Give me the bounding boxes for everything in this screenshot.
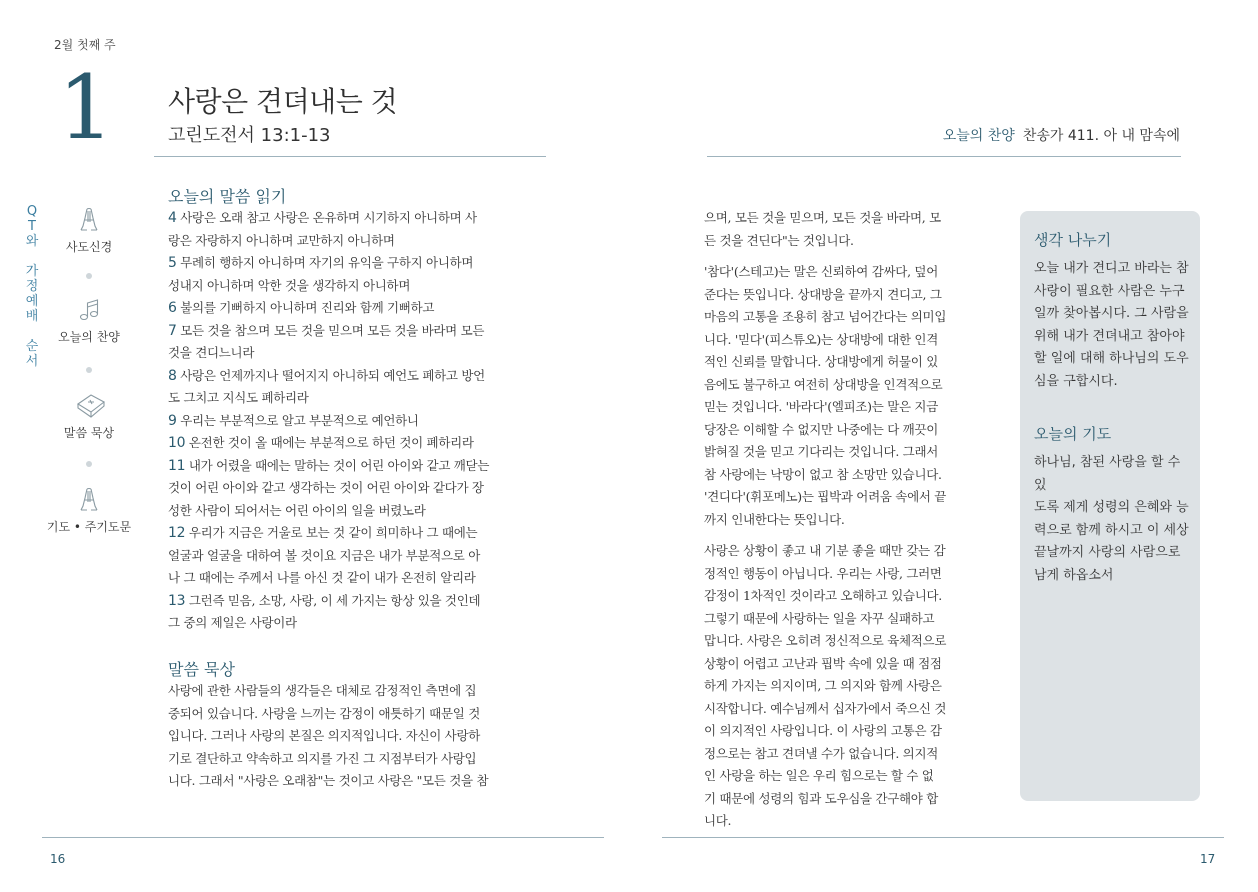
share-text: 오늘 내가 견디고 바라는 참 사랑이 필요한 사람은 누구 일까 찾아봅시다. 그 사람을 위해 내가 견뎌내고 참아야 할 일에 대해 하나님의 도우 심을 구합시다. [1034, 261, 1189, 389]
meditation-text: 사랑에 관한 사람들의 생각들은 대체로 감정적인 측면에 집 중되어 있습니다. 사랑을 느끼는 감정이 애틋하기 때문일 것 입니다. 그러나 사랑의 본질은 의지적입니다. 자신이 사랑하 기로 결단하고 약속하고 의지를 가진 그 지점부터가 사랑입 니다. 그래서 "사랑은 오래참"는 것이고 사랑은 "모든 것을 참 [168, 683, 489, 788]
header-divider [154, 156, 546, 157]
verse-9: 9 우리는 부분적으로 알고 부분적으로 예언하니 [168, 412, 419, 429]
scripture-passage: 고린도전서 13:1-13 [168, 125, 331, 146]
separator-dot [86, 461, 92, 467]
praying-hands-icon [75, 206, 103, 234]
sidebar-item-label: 오늘의 찬양 [58, 330, 120, 344]
reading-heading: 오늘의 말씀 읽기 [168, 187, 287, 206]
reading-verses [168, 207, 558, 635]
separator-dot [86, 273, 92, 279]
commentary-paragraph: 사랑은 상황이 좋고 내 기분 좋을 때만 갖는 감 정적인 행동이 아닙니다. 우리는 사랑, 그러면 감정이 1차적인 것이라고 오해하고 있습니다. 그렇기 때문에 사랑하는 일을 자꾸 실패하고 맙니다. 사랑은 오히려 정신적으로 육체적으로 상황이 어렵고 고난과 핍박 속에 있을 때 점점 하게 가지는 의지이며, 그 의지와 함께 사랑은 시작합니다. 예수님께서 십자가에서 죽으신 것 이 의지적인 사랑입니다. 이 사랑의 고통은 감 정으로는 참고 견뎌낼 수가 없습니다. 의지적 인 사랑을 하는 일은 우리 힘으로는 할 수 없 기 때문에 성령의 힘과 도우심을 간구해야 합 니다. [704, 543, 947, 828]
reflection-panel [1020, 211, 1200, 801]
commentary-paragraph: '참다'(스테고)는 말은 신뢰하여 감싸다, 덮어 준다는 뜻입니다. 상대방을 끝까지 견디고, 그 마음의 고통을 조용히 참고 넘어간다는 의미입 니다. '믿다'(피스튜오)는 상대방에 대한 인격 적인 신뢰를 말합니다. 상대방에게 허물이 있 음에도 불구하고 여전히 상대방을 인격적으로 믿는 것입니다. '바라다'(엘피조)는 말은 지금 당장은 이해할 수 없지만 나중에는 다 깨끗이 밝혀질 것을 믿고 기다리는 것입니다. 그래서 참 사랑에는 낙망이 없고 참 소망만 있습니다. '견디다'(휘포메노)는 핍박과 어려움 속에서 끝 까지 인내한다는 뜻입니다. [704, 264, 947, 527]
footer-divider [42, 837, 604, 838]
verse-6: 6 불의를 기뻐하지 아니하며 진리와 함께 기뻐하고 [168, 300, 435, 316]
share-heading: 생각 나누기 [1034, 231, 1112, 249]
music-note-icon [75, 296, 103, 324]
separator-dot [86, 367, 92, 373]
sidebar-item-prayer[interactable] [44, 486, 134, 535]
meditation-heading: 말씀 묵상 [168, 660, 235, 679]
header-divider-right [707, 156, 1181, 157]
prayer-heading: 오늘의 기도 [1034, 425, 1112, 443]
day-number: 1 [58, 56, 114, 159]
sidebar-item-label: 말씀 묵상 [63, 426, 115, 440]
sidebar-item-label: 기도 • 주기도문 [46, 520, 132, 534]
verse-4: 4 사랑은 오래 참고 사랑은 온유하며 시기하지 아니하며 사 랑은 자랑하지 아니하며 교만하지 아니하며 [168, 210, 477, 248]
verse-12: 12 우리가 지금은 거울로 보는 것 같이 희미하나 그 때에는 얼굴과 얼굴을 대하여 볼 것이요 지금은 내가 부분적으로 아 나 그 때에는 주께서 나를 아신 것 같이 내가 온전히 알리라 [168, 525, 480, 585]
verse-13: 13 그런즉 믿음, 소망, 사랑, 이 세 가지는 항상 있을 것인데 그 중의 제일은 사랑이라 [168, 592, 481, 630]
week-label: 2월 첫째 주 [54, 38, 116, 52]
vertical-section-title: Q T 와 가 정 예 배 순 서 [25, 204, 39, 369]
commentary-paragraph: 으며, 모든 것을 믿으며, 모든 것을 바라며, 모 든 것을 견딘다"는 것입니다. [704, 210, 941, 248]
sidebar-item-creed[interactable] [44, 206, 134, 255]
footer-divider-right [662, 837, 1224, 838]
verse-8: 8 사랑은 언제까지나 떨어지지 아니하되 예언도 폐하고 방언 도 그치고 지식도 폐하리라 [168, 367, 485, 405]
commentary-text [704, 207, 999, 833]
sidebar-item-label: 사도신경 [65, 240, 113, 254]
page-title: 사랑은 견뎌내는 것 [168, 85, 398, 118]
praying-hands-icon [75, 486, 103, 514]
verse-11: 11 내가 어렸을 때에는 말하는 것이 어린 아이와 같고 깨닫는 것이 어린 아이와 같고 생각하는 것이 어린 아이와 같다가 장 성한 사람이 되어서는 어린 아이의 일을 버렸노라 [168, 457, 490, 518]
verse-7: 7 모든 것을 참으며 모든 것을 믿으며 모든 것을 바라며 모든 것을 견디느니라 [168, 322, 485, 360]
page-number-left: 16 [50, 852, 66, 866]
verse-5: 5 무례히 행하지 아니하며 자기의 유익을 구하지 아니하며 성내지 아니하며 악한 것을 생각하지 아니하며 [168, 255, 474, 293]
hymn-value: 찬송가 411. 아 내 맘속에 [1022, 128, 1180, 144]
page-number-right: 17 [1200, 852, 1216, 866]
prayer-text: 하나님, 참된 사랑을 할 수 있 도록 제게 성령의 은혜와 능 력으로 함께 하시고 이 세상 끝날까지 사랑의 사람으로 남게 하옵소서 [1034, 455, 1189, 583]
sidebar-item-meditation[interactable] [44, 392, 134, 441]
verse-10: 10 온전한 것이 올 때에는 부분적으로 하던 것이 폐하리라 [168, 435, 474, 451]
todays-hymn [943, 125, 1180, 145]
sidebar-item-hymn[interactable] [44, 296, 134, 345]
bible-icon [75, 392, 103, 420]
hymn-label: 오늘의 찬양 [942, 128, 1015, 144]
